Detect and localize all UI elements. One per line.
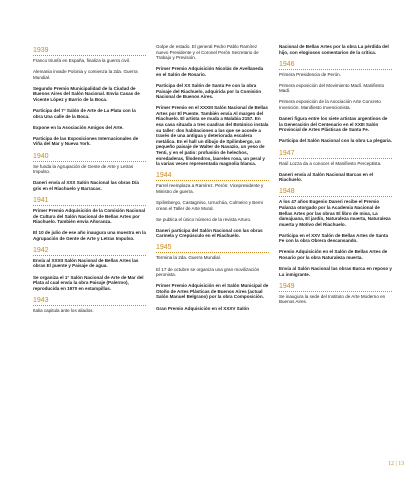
timeline-entry: Participa del XX Salón de Santa Fe con la obra Paisaje del Riachuelo, adquirida por la Comisión Nacional de Buenos Aires.: [156, 82, 262, 100]
timeline-entry: Nacional de Bellas Artes por la obra La pérdida del hijo, con elogiosos comentarios de la crítica.: [279, 44, 389, 55]
timeline-entry: Envía al Salón Nacional las obras Barca en reposo y La inmigrante.: [279, 266, 392, 277]
timeline-entry: Spilimbergo, Castagnino, Urruchúa, Colmeiro y Berni crean el Taller de Arte Mural.: [156, 199, 263, 211]
year-label: 1940: [33, 152, 49, 160]
year-heading: [279, 150, 392, 159]
timeline-entry: Italia capitula ante los aliados.: [33, 307, 94, 313]
column-2: [156, 44, 269, 317]
timeline-entry: Participa del 7° Salón de Arte de La Plata con la obra Una calle de la Boca.: [33, 108, 136, 119]
year-label: 1945: [156, 244, 172, 252]
timeline-entry: Primer Premio Adquisición en el Salón Municipal de Otoño de Artes Plásticas de Buenos Aires (actual Salón Manuel Belgrano) por la obra Composición.: [156, 283, 269, 300]
timeline-entry: Primera exposición de la Asociación Arte Concreto Invención. Manifiesto Invencionista.: [279, 99, 381, 111]
year-heading: [33, 197, 146, 206]
timeline-entry: Se funda la Agrupación de Gente de Arte y Letras Impulso.: [33, 163, 134, 175]
year-label: 1948: [279, 188, 295, 196]
year-label: 1946: [279, 60, 295, 68]
timeline-entry: Participa de las Exposiciones Internacionales de Viña del Mar y Nueva York.: [33, 135, 139, 147]
timeline-entry: Gran Premio Adquisición en el XXXV Salón: [156, 305, 250, 311]
column-3: [279, 44, 392, 311]
year-heading: [33, 47, 146, 56]
timeline-entry: El 17 de octubre se organiza una gran movilización peronista.: [156, 266, 260, 278]
timeline-entry: Se publica el único número de la revista Arturo.: [156, 216, 252, 222]
timeline-entry: Expone en la Asociación Amigos del Arte.: [33, 124, 124, 130]
timeline-entry: El 10 de julio de ese año inaugura una muestra en la Agrupación de Gente de Arte y Letras Impulso.: [33, 230, 146, 241]
year-heading: [156, 244, 269, 253]
timeline-entry: Daneri participa del Salón Nacional con las obras Carmela y Crepúsculo en el Riachuelo.: [156, 227, 263, 239]
timeline-entry: Franco triunfa en España, finaliza la guerra civil.: [33, 58, 131, 63]
year-heading: [33, 153, 146, 162]
year-heading: [33, 247, 146, 256]
timeline-entry: Primera exposición del Movimiento Madí. Manifiesto Madí.: [279, 82, 385, 94]
year-label: 1943: [33, 296, 49, 304]
year-label: 1939: [33, 47, 49, 54]
page-number: 12 | 13: [388, 461, 405, 467]
year-heading: [279, 61, 392, 70]
timeline-entry: Envía al XXXII Salón Nacional de Bellas Artes las obras El puente y Paisaje de agua.: [33, 257, 139, 269]
timeline-entry: Primera Presidencia de Perón.: [279, 71, 341, 77]
year-heading: [33, 297, 146, 306]
year-heading: [279, 283, 392, 292]
timeline-entry: Termina la 2da. Guerra Mundial.: [156, 255, 221, 261]
timeline-entry: Participa en el XXV Salón de Bellas Artes de Santa Fe con la obra Obrera descansando.: [279, 232, 388, 244]
year-label: 1947: [279, 149, 295, 157]
timeline-entry: Alemania invade Polonia y comienza la 2da. Guerra Mundial.: [33, 69, 138, 80]
timeline-entry: Primer Premio Adquisición de la Comisión Nacional de Cultura del Salón Nacional de Bellas Artes por Riachuelo. También envía Añoranza.: [33, 207, 146, 225]
timeline-entry: Participa del Salón Nacional con la obra La plegaria.: [279, 138, 392, 144]
year-label: 1942: [33, 246, 49, 254]
timeline-entry: Daneri envía al XXX Salón Nacional las obras Día gris en el Riachuelo y Barracas.: [33, 180, 139, 191]
timeline-entry: Farrel reemplaza a Ramírez. Perón: Vicepresidente y Ministro de guerra.: [156, 183, 264, 194]
year-heading: [156, 172, 269, 181]
timeline-entry: Raúl Lozza da a conocer el Manifiesto Perceptista.: [279, 160, 382, 166]
year-label: 1949: [279, 282, 295, 290]
timeline-entry: Se organiza el 1° Salón Nacional de Arte de Mar del Plata al cual envía la obra Paisaje (Palermo), reproducida en 1970 en estampillas.: [33, 274, 144, 291]
timeline-entry: A los 47 años Eugenio Daneri recibe el Premio Palanza otorgado por la Academia Nacional de Bellas Artes por las obras El libro de misa, La damajuana, El jardín, Naturaleza muerta, Naturaleza muerta y Motivo del Riachuelo.: [279, 199, 391, 227]
year-label: 1941: [33, 196, 49, 204]
year-heading: [279, 188, 392, 197]
timeline-entry: Primer Premio Adquisición Nicolás de Avellaneda en el Salón de Rosario.: [156, 66, 264, 77]
timeline-entry: Primer Premio en el XXXIII Salón Nacional de Bellas Artes por El Puente. También envía Al margen del Riachuelo. El artista se muda a Malabia 2157. En esa casa situada a tres cuadras del Botánico instala su taller: dos habitaciones a las que se accede a través de una antigua y deteriorada escalera metálica. En el hall un dibujo de Spilimbergo, un pequeño paisaje de Walter de Navazio, un yeso de Tenti, y en el patio: profusión de helechos, enredaderas, filodendros, laureles rosa, un peral y la varias veces representada magnolia blanca.: [156, 105, 269, 167]
column-1: [33, 44, 146, 319]
timeline-entry: Daneri envía al Salón Nacional Barcas en el Riachuelo.: [279, 171, 374, 183]
timeline-entry: Premio Adquisición en el Salón de Bellas Artes de Rosario por la obra Naturaleza muerta.: [279, 249, 388, 261]
timeline-entry: Golpe de estado. El general Pedro Pablo Ramírez nuevo Presidente y el Coronel Perón Secretario de Trabajo y Previsión.: [156, 44, 259, 61]
timeline-entry: Segundo Premio Municipalidad de la Ciudad de Buenos Aires del Salón Nacional. Envía Casas de Vicente López y Barrio de la Boca.: [33, 85, 140, 102]
year-label: 1944: [156, 172, 172, 180]
timeline-entry: Se inaugura la sede del Instituto de Arte Moderno en Buenos Aires.: [279, 293, 386, 305]
timeline-entry: Daneri figura entre los siete artistas argentinos de la Generación del Centenario en el XXIII Salón Provincial de Artes Plásticas de Santa Fe.: [279, 116, 388, 133]
